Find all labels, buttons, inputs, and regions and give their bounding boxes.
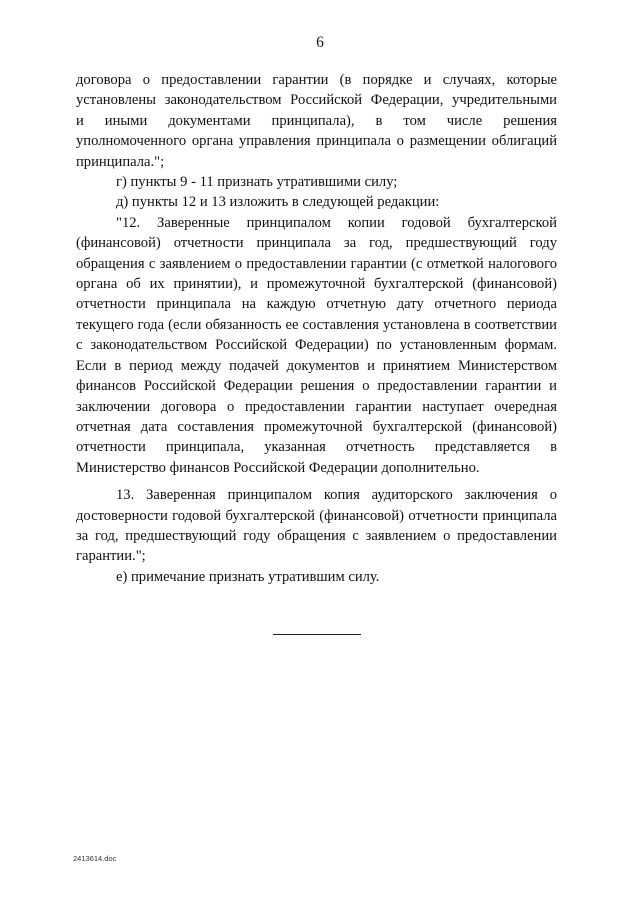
paragraph-item-e: е) примечание признать утратившим силу. bbox=[116, 568, 380, 585]
separator-line bbox=[273, 634, 361, 635]
page-number: 6 bbox=[316, 34, 324, 51]
footer-filename: 2413614.doc bbox=[73, 854, 117, 863]
paragraph-spacer bbox=[76, 478, 557, 485]
document-body bbox=[76, 70, 557, 587]
text-line: уполномоченного органа управления принципала о размещении облигаций bbox=[76, 133, 557, 150]
paragraph-clause-12: "12. Заверенные принципалом копии годовой бухгалтерской (финансовой) отчетности принципала за год, предшествующий году обращения с заявлением о предоставлении гарантии (с отметкой налогового органа об их принятии), и промежуточной бухгалтерской (финансовой) отчетности принципала на каждую отчетную дату отчетного периода текущего года (если обязанность ее составления установлена в соответствии с законодательством Российской Федерации) по установленным формам. Если в период между подачей документов и принятием Министерством финансов Российской Федерации решения о предоставлении гарантии и заключении договора о предоставлении гарантии наступает очередная отчетная дата составления промежуточной бухгалтерской (финансовой) отчетности принципала, указанная отчетность представляется в Министерство финансов Российской Федерации дополнительно. bbox=[76, 214, 557, 476]
paragraph-guarantee-agreement bbox=[76, 70, 557, 172]
text-line: договора о предоставлении гарантии (в порядке и случаях, которые bbox=[76, 72, 557, 88]
text-line: принципала."; bbox=[76, 153, 165, 170]
text-line: и иными документами принципала), в том числе решения bbox=[76, 112, 557, 129]
text-line: установлены законодательством Российской Федерации, учредительными bbox=[76, 92, 557, 109]
paragraph-item-d: д) пункты 12 и 13 изложить в следующей редакции: bbox=[116, 194, 440, 211]
paragraph-item-g: г) пункты 9 - 11 признать утратившими силу; bbox=[116, 174, 398, 191]
paragraph-clause-13: 13. Заверенная принципалом копия аудиторского заключения о достоверности годовой бухгалтерской (финансовой) отчетности принципала за год, предшествующий году обращения с заявлением о предоставлении гарантии."; bbox=[76, 487, 557, 565]
